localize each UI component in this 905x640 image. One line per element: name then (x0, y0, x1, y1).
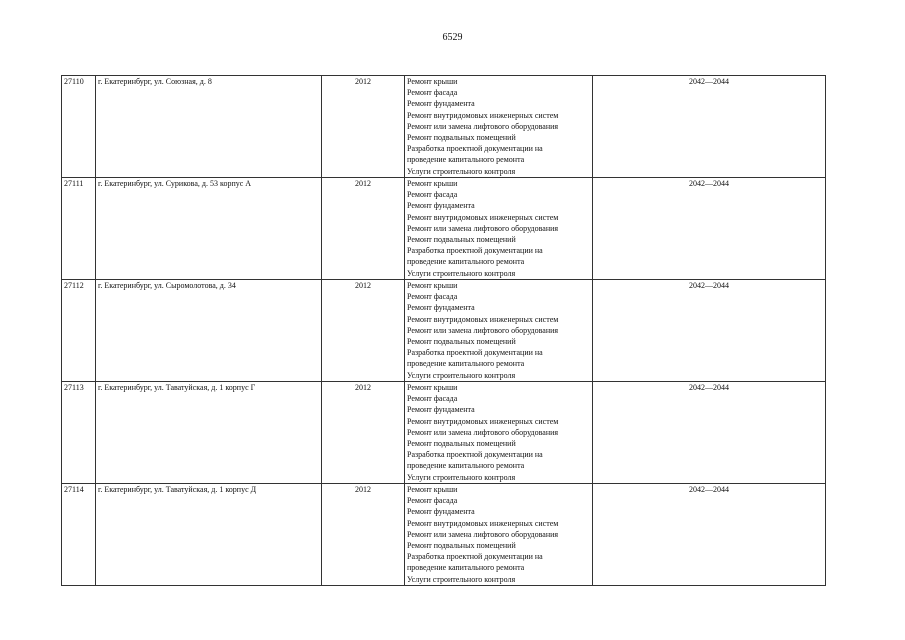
row-address: г. Екатеринбург, ул. Таватуйская, д. 1 корпус Г (96, 382, 322, 484)
work-item: Ремонт подвальных помещений (407, 541, 516, 551)
work-item: Ремонт фасада (407, 394, 458, 404)
row-works (405, 382, 593, 484)
work-item: Ремонт крыши (407, 77, 458, 86)
work-item: проведение капитального ремонта (407, 359, 525, 369)
work-item: Разработка проектной документации на (407, 144, 543, 154)
work-item: Ремонт фундамента (407, 405, 475, 415)
work-item: Ремонт внутридомовых инженерных систем (407, 314, 559, 324)
work-item: Ремонт фундамента (407, 303, 475, 313)
row-id: 27110 (62, 76, 96, 178)
registry-table-body (62, 76, 826, 586)
row-works (405, 178, 593, 280)
work-item: Ремонт внутридомовых инженерных систем (407, 518, 559, 528)
work-item: Ремонт или замена лифтового оборудования (407, 529, 559, 539)
row-period: 2042—2044 (593, 280, 826, 382)
work-item: Ремонт внутридомовых инженерных систем (407, 416, 559, 426)
work-item: Ремонт крыши (407, 383, 458, 392)
registry-table (61, 75, 826, 586)
table-row (62, 382, 826, 484)
row-works (405, 76, 593, 178)
work-item: Ремонт крыши (407, 179, 458, 188)
row-period: 2042—2044 (593, 76, 826, 178)
row-year: 2012 (322, 280, 405, 382)
table-row (62, 280, 826, 382)
work-item: Ремонт или замена лифтового оборудования (407, 325, 559, 335)
row-works (405, 484, 593, 586)
row-id: 27114 (62, 484, 96, 586)
work-item: Ремонт крыши (407, 281, 458, 290)
table-row (62, 178, 826, 280)
work-item: Ремонт фундамента (407, 507, 475, 517)
table-row (62, 76, 826, 178)
work-item: Ремонт или замена лифтового оборудования (407, 121, 559, 131)
work-item: Ремонт фундамента (407, 201, 475, 211)
row-year: 2012 (322, 484, 405, 586)
row-address: г. Екатеринбург, ул. Сыромолотова, д. 34 (96, 280, 322, 382)
work-item: проведение капитального ремонта (407, 563, 525, 573)
work-item: Ремонт подвальных помещений (407, 337, 516, 347)
work-item: Ремонт крыши (407, 485, 458, 494)
page-number: 6529 (442, 32, 463, 43)
row-year: 2012 (322, 382, 405, 484)
work-item: Ремонт внутридомовых инженерных систем (407, 110, 559, 120)
work-item: Ремонт или замена лифтового оборудования (407, 427, 559, 437)
row-works (405, 280, 593, 382)
work-item: Разработка проектной документации на (407, 450, 543, 460)
table-row (62, 484, 826, 586)
work-item: Разработка проектной документации на (407, 246, 543, 256)
work-item: проведение капитального ремонта (407, 155, 525, 165)
work-item: Услуги строительного контроля (407, 370, 516, 380)
row-address: г. Екатеринбург, ул. Союзная, д. 8 (96, 76, 322, 178)
work-item: Ремонт подвальных помещений (407, 439, 516, 449)
work-item: Ремонт или замена лифтового оборудования (407, 223, 559, 233)
work-item: Ремонт внутридомовых инженерных систем (407, 212, 559, 222)
row-period: 2042—2044 (593, 484, 826, 586)
row-id: 27113 (62, 382, 96, 484)
row-id: 27112 (62, 280, 96, 382)
work-item: Разработка проектной документации на (407, 552, 543, 562)
row-period: 2042—2044 (593, 178, 826, 280)
work-item: Ремонт подвальных помещений (407, 133, 516, 143)
row-address: г. Екатеринбург, ул. Сурикова, д. 53 корпус А (96, 178, 322, 280)
work-item: Ремонт фундамента (407, 99, 475, 109)
work-item: Услуги строительного контроля (407, 472, 516, 482)
work-item: Разработка проектной документации на (407, 348, 543, 358)
work-item: проведение капитального ремонта (407, 461, 525, 471)
row-period: 2042—2044 (593, 382, 826, 484)
work-item: Ремонт фасада (407, 292, 458, 302)
row-address: г. Екатеринбург, ул. Таватуйская, д. 1 корпус Д (96, 484, 322, 586)
work-item: Ремонт фасада (407, 190, 458, 200)
row-year: 2012 (322, 76, 405, 178)
work-item: Услуги строительного контроля (407, 574, 516, 584)
work-item: Ремонт фасада (407, 88, 458, 98)
work-item: Услуги строительного контроля (407, 268, 516, 278)
work-item: Ремонт фасада (407, 496, 458, 506)
work-item: Ремонт подвальных помещений (407, 235, 516, 245)
row-year: 2012 (322, 178, 405, 280)
work-item: Услуги строительного контроля (407, 166, 516, 176)
row-id: 27111 (62, 178, 96, 280)
work-item: проведение капитального ремонта (407, 257, 525, 267)
